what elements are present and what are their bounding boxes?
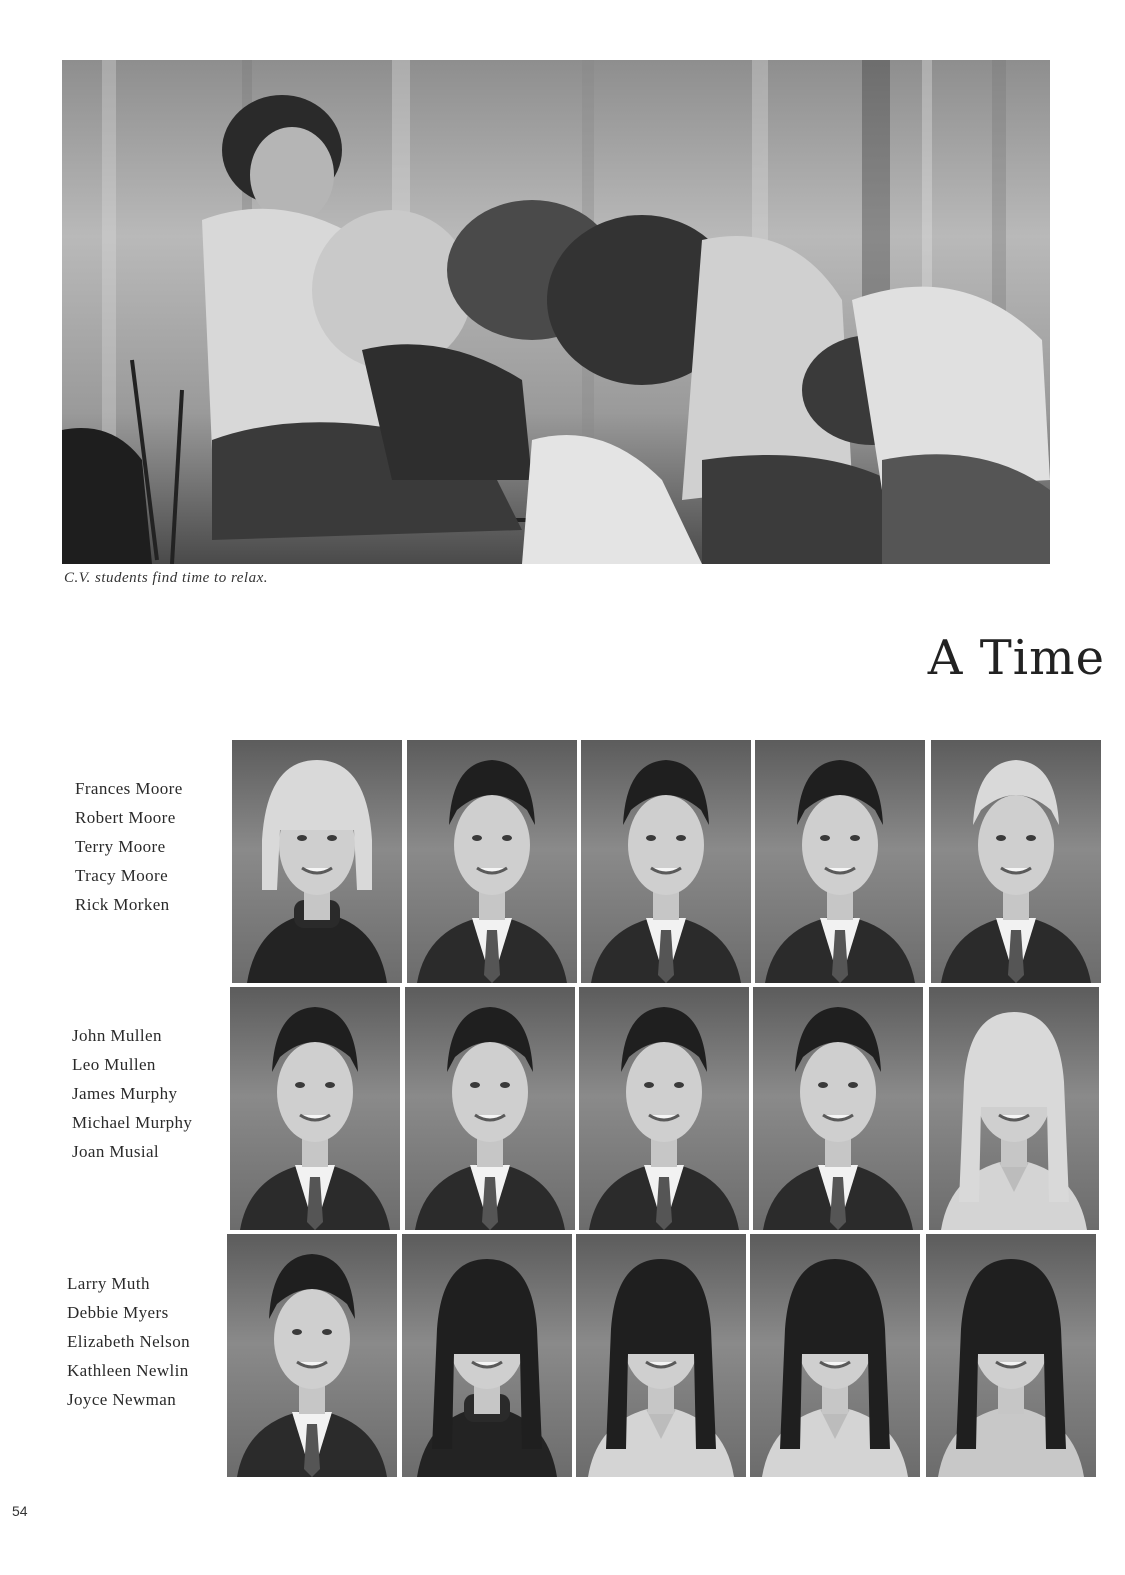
- name-label: James Murphy: [72, 1084, 178, 1103]
- name-label: Larry Muth: [67, 1274, 150, 1293]
- student-portrait: [755, 740, 925, 983]
- name-label: Tracy Moore: [75, 866, 169, 885]
- student-portrait: [405, 987, 575, 1230]
- student-portrait: [929, 987, 1099, 1230]
- student-portrait: [402, 1234, 572, 1477]
- name-label: Elizabeth Nelson: [67, 1332, 191, 1351]
- student-portrait: [576, 1234, 746, 1477]
- name-label: Terry Moore: [75, 837, 166, 856]
- student-portrait: [753, 987, 923, 1230]
- name-label: Kathleen Newlin: [67, 1361, 189, 1380]
- student-portrait: [227, 1234, 397, 1477]
- student-portrait: [931, 740, 1101, 983]
- row-1-names: [75, 774, 235, 919]
- student-portrait: [407, 740, 577, 983]
- name-label: Robert Moore: [75, 808, 176, 827]
- page-heading: A Time: [927, 630, 1105, 686]
- student-portrait: [750, 1234, 920, 1477]
- photo-caption: C.V. students find time to relax.: [64, 570, 268, 586]
- name-label: John Mullen: [72, 1026, 162, 1045]
- student-portrait: [230, 987, 400, 1230]
- name-label: Leo Mullen: [72, 1055, 156, 1074]
- student-portrait: [579, 987, 749, 1230]
- student-portrait: [232, 740, 402, 983]
- name-label: Frances Moore: [75, 779, 183, 798]
- name-label: Joyce Newman: [67, 1390, 177, 1409]
- row-2-names: [72, 1021, 232, 1166]
- student-portrait: [926, 1234, 1096, 1477]
- student-portrait: [581, 740, 751, 983]
- name-label: Debbie Myers: [67, 1303, 169, 1322]
- candid-photo: [62, 60, 1050, 564]
- row-3-names: [67, 1269, 227, 1414]
- name-label: Michael Murphy: [72, 1113, 193, 1132]
- name-label: Joan Musial: [72, 1142, 160, 1161]
- name-label: Rick Morken: [75, 895, 170, 914]
- page-number: 54: [12, 1503, 28, 1519]
